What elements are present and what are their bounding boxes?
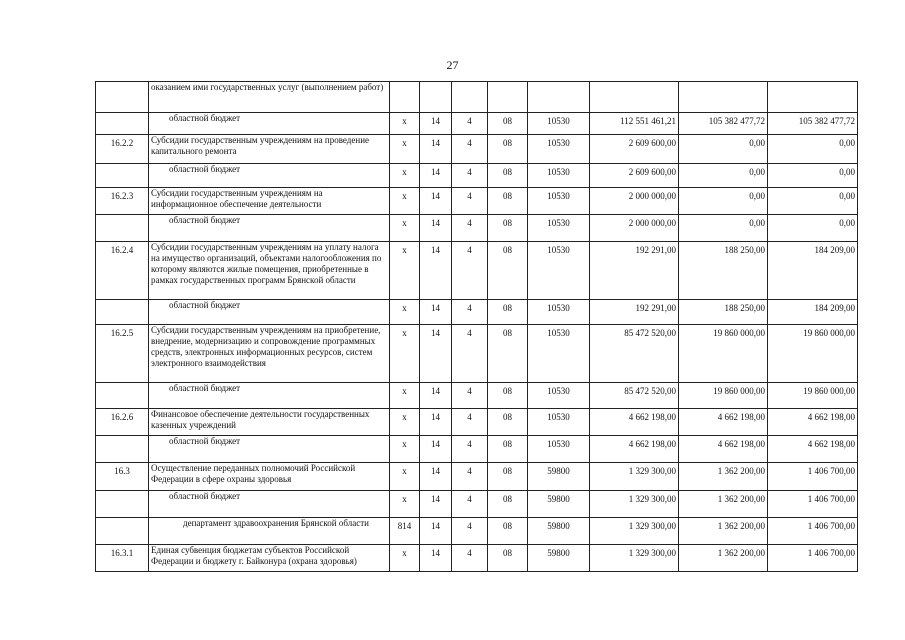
code-cell: 4 bbox=[452, 436, 488, 463]
amount-cell: 188 250,00 bbox=[679, 300, 768, 325]
code-cell bbox=[420, 82, 452, 113]
amount-cell: 2 609 600,00 bbox=[590, 164, 679, 188]
code-cell: х bbox=[390, 215, 420, 242]
code-cell: 14 bbox=[420, 409, 452, 436]
row-number bbox=[96, 113, 149, 135]
code-cell: 4 bbox=[452, 300, 488, 325]
amount-cell: 1 406 700,00 bbox=[768, 491, 858, 518]
code-cell: 08 bbox=[488, 518, 528, 545]
row-number: 16.2.5 bbox=[96, 325, 149, 383]
code-cell: х bbox=[390, 188, 420, 215]
amount-cell: 192 291,00 bbox=[590, 242, 679, 300]
code-cell: 59800 bbox=[528, 491, 590, 518]
code-cell: 4 bbox=[452, 164, 488, 188]
code-cell bbox=[528, 82, 590, 113]
amount-cell: 0,00 bbox=[679, 215, 768, 242]
table-row bbox=[96, 409, 858, 436]
code-cell: 4 bbox=[452, 135, 488, 164]
code-cell: 4 bbox=[452, 409, 488, 436]
amount-cell: 0,00 bbox=[768, 135, 858, 164]
code-cell: 4 bbox=[452, 188, 488, 215]
row-name: областной бюджет bbox=[149, 491, 390, 518]
code-cell: 4 bbox=[452, 463, 488, 491]
row-number: 16.2.3 bbox=[96, 188, 149, 215]
row-number: 16.2.4 bbox=[96, 242, 149, 300]
code-cell: 14 bbox=[420, 383, 452, 409]
row-name: оказанием ими государственных услуг (выполнением работ) bbox=[149, 82, 390, 113]
code-cell: 08 bbox=[488, 300, 528, 325]
code-cell: 14 bbox=[420, 436, 452, 463]
code-cell: 08 bbox=[488, 164, 528, 188]
code-cell: 10530 bbox=[528, 135, 590, 164]
code-cell: 10530 bbox=[528, 242, 590, 300]
amount-cell: 1 329 300,00 bbox=[590, 491, 679, 518]
code-cell: 14 bbox=[420, 242, 452, 300]
row-number bbox=[96, 436, 149, 463]
code-cell bbox=[452, 82, 488, 113]
code-cell: 14 bbox=[420, 188, 452, 215]
amount-cell: 0,00 bbox=[679, 164, 768, 188]
code-cell: 08 bbox=[488, 215, 528, 242]
code-cell: 08 bbox=[488, 436, 528, 463]
table-row bbox=[96, 135, 858, 164]
code-cell: 59800 bbox=[528, 545, 590, 572]
amount-cell: 85 472 520,00 bbox=[590, 383, 679, 409]
code-cell: 59800 bbox=[528, 463, 590, 491]
code-cell: х bbox=[390, 463, 420, 491]
amount-cell: 0,00 bbox=[768, 215, 858, 242]
row-number: 16.3 bbox=[96, 463, 149, 491]
amount-cell: 105 382 477,72 bbox=[768, 113, 858, 135]
code-cell: 08 bbox=[488, 325, 528, 383]
amount-cell: 0,00 bbox=[679, 135, 768, 164]
row-name: Финансовое обеспечение деятельности государственных казенных учреждений bbox=[149, 409, 390, 436]
row-name: Субсидии государственным учреждениям на проведение капитального ремонта bbox=[149, 135, 390, 164]
table-row bbox=[96, 518, 858, 545]
code-cell: 10530 bbox=[528, 215, 590, 242]
amount-cell: 4 662 198,00 bbox=[590, 436, 679, 463]
amount-cell: 19 860 000,00 bbox=[679, 383, 768, 409]
code-cell: х bbox=[390, 242, 420, 300]
amount-cell: 0,00 bbox=[768, 188, 858, 215]
row-name: Субсидии государственным учреждениям на уплату налога на имущество организаций, объектами налогообложения по которому являются жилые помещения, приобретенные в рамках государственных программ Брянской области bbox=[149, 242, 390, 300]
amount-cell: 0,00 bbox=[768, 164, 858, 188]
amount-cell: 1 362 200,00 bbox=[679, 545, 768, 572]
code-cell: х bbox=[390, 545, 420, 572]
row-name: областной бюджет bbox=[149, 436, 390, 463]
table-row bbox=[96, 383, 858, 409]
amount-cell: 19 860 000,00 bbox=[768, 325, 858, 383]
page-number: 27 bbox=[446, 58, 459, 72]
code-cell: 10530 bbox=[528, 325, 590, 383]
table-row bbox=[96, 300, 858, 325]
code-cell: 14 bbox=[420, 215, 452, 242]
row-number: 16.3.1 bbox=[96, 545, 149, 572]
code-cell: 08 bbox=[488, 409, 528, 436]
amount-cell: 112 551 461,21 bbox=[590, 113, 679, 135]
amount-cell: 188 250,00 bbox=[679, 242, 768, 300]
row-number bbox=[96, 383, 149, 409]
row-name: Субсидии государственным учреждениям на приобретение, внедрение, модернизацию и сопровождение программных средств, электронных информационных ресурсов, систем электронного взаимодействия bbox=[149, 325, 390, 383]
row-number bbox=[96, 491, 149, 518]
table-row bbox=[96, 436, 858, 463]
code-cell: х bbox=[390, 383, 420, 409]
code-cell: 14 bbox=[420, 463, 452, 491]
amount-cell: 19 860 000,00 bbox=[679, 325, 768, 383]
amount-cell: 19 860 000,00 bbox=[768, 383, 858, 409]
amount-cell: 1 362 200,00 bbox=[679, 463, 768, 491]
code-cell: 08 bbox=[488, 545, 528, 572]
table-row bbox=[96, 113, 858, 135]
amount-cell: 4 662 198,00 bbox=[768, 409, 858, 436]
amount-cell bbox=[768, 82, 858, 113]
table-row bbox=[96, 491, 858, 518]
amount-cell bbox=[679, 82, 768, 113]
code-cell: 10530 bbox=[528, 300, 590, 325]
amount-cell: 184 209,00 bbox=[768, 300, 858, 325]
code-cell: 08 bbox=[488, 113, 528, 135]
row-number bbox=[96, 518, 149, 545]
row-number bbox=[96, 300, 149, 325]
amount-cell: 4 662 198,00 bbox=[590, 409, 679, 436]
row-name: областной бюджет bbox=[149, 113, 390, 135]
amount-cell: 184 209,00 bbox=[768, 242, 858, 300]
code-cell: 08 bbox=[488, 463, 528, 491]
table-row bbox=[96, 242, 858, 300]
code-cell: 4 bbox=[452, 113, 488, 135]
table-row bbox=[96, 82, 858, 113]
code-cell: 59800 bbox=[528, 518, 590, 545]
row-name: Единая субвенция бюджетам субъектов Российской Федерации и бюджету г. Байконура (охрана здоровья) bbox=[149, 545, 390, 572]
amount-cell: 1 362 200,00 bbox=[679, 491, 768, 518]
code-cell: 14 bbox=[420, 491, 452, 518]
amount-cell: 2 000 000,00 bbox=[590, 215, 679, 242]
row-number bbox=[96, 82, 149, 113]
amount-cell: 1 362 200,00 bbox=[679, 518, 768, 545]
amount-cell: 1 329 300,00 bbox=[590, 463, 679, 491]
code-cell: х bbox=[390, 113, 420, 135]
amount-cell: 1 329 300,00 bbox=[590, 518, 679, 545]
row-number: 16.2.6 bbox=[96, 409, 149, 436]
code-cell: 14 bbox=[420, 545, 452, 572]
code-cell: 4 bbox=[452, 545, 488, 572]
amount-cell: 1 406 700,00 bbox=[768, 463, 858, 491]
code-cell: 08 bbox=[488, 135, 528, 164]
code-cell: 10530 bbox=[528, 409, 590, 436]
row-number: 16.2.2 bbox=[96, 135, 149, 164]
table-row bbox=[96, 545, 858, 572]
row-number bbox=[96, 215, 149, 242]
code-cell: 14 bbox=[420, 325, 452, 383]
amount-cell: 1 329 300,00 bbox=[590, 545, 679, 572]
code-cell: 14 bbox=[420, 164, 452, 188]
code-cell: 4 bbox=[452, 383, 488, 409]
code-cell: х bbox=[390, 436, 420, 463]
amount-cell: 0,00 bbox=[679, 188, 768, 215]
amount-cell: 4 662 198,00 bbox=[768, 436, 858, 463]
amount-cell: 2 609 600,00 bbox=[590, 135, 679, 164]
table-row bbox=[96, 325, 858, 383]
row-name: областной бюджет bbox=[149, 215, 390, 242]
code-cell: 08 bbox=[488, 242, 528, 300]
row-name: департамент здравоохранения Брянской области bbox=[149, 518, 390, 545]
row-number bbox=[96, 164, 149, 188]
code-cell: х bbox=[390, 164, 420, 188]
code-cell: 814 bbox=[390, 518, 420, 545]
row-name: Осуществление переданных полномочий Российской Федерации в сфере охраны здоровья bbox=[149, 463, 390, 491]
amount-cell: 192 291,00 bbox=[590, 300, 679, 325]
code-cell: х bbox=[390, 300, 420, 325]
amount-cell: 85 472 520,00 bbox=[590, 325, 679, 383]
amount-cell: 2 000 000,00 bbox=[590, 188, 679, 215]
code-cell: 14 bbox=[420, 113, 452, 135]
code-cell: 10530 bbox=[528, 436, 590, 463]
amount-cell: 1 406 700,00 bbox=[768, 518, 858, 545]
amount-cell bbox=[590, 82, 679, 113]
code-cell: х bbox=[390, 491, 420, 518]
amount-cell: 1 406 700,00 bbox=[768, 545, 858, 572]
code-cell: х bbox=[390, 135, 420, 164]
code-cell: 4 bbox=[452, 491, 488, 518]
code-cell: 08 bbox=[488, 491, 528, 518]
table-row bbox=[96, 164, 858, 188]
amount-cell: 105 382 477,72 bbox=[679, 113, 768, 135]
code-cell: 10530 bbox=[528, 113, 590, 135]
table-row bbox=[96, 215, 858, 242]
code-cell: 4 bbox=[452, 518, 488, 545]
amount-cell: 4 662 198,00 bbox=[679, 409, 768, 436]
code-cell: 08 bbox=[488, 188, 528, 215]
table-row bbox=[96, 463, 858, 491]
code-cell: 4 bbox=[452, 325, 488, 383]
code-cell: 14 bbox=[420, 135, 452, 164]
amount-cell: 4 662 198,00 bbox=[679, 436, 768, 463]
table-row bbox=[96, 188, 858, 215]
code-cell: х bbox=[390, 409, 420, 436]
code-cell: 14 bbox=[420, 518, 452, 545]
code-cell: х bbox=[390, 325, 420, 383]
row-name: областной бюджет bbox=[149, 164, 390, 188]
budget-table bbox=[95, 81, 858, 572]
code-cell: 4 bbox=[452, 215, 488, 242]
code-cell: 4 bbox=[452, 242, 488, 300]
code-cell: 10530 bbox=[528, 164, 590, 188]
code-cell: 14 bbox=[420, 300, 452, 325]
row-name: Субсидии государственным учреждениям на информационное обеспечение деятельности bbox=[149, 188, 390, 215]
code-cell bbox=[488, 82, 528, 113]
code-cell: 10530 bbox=[528, 188, 590, 215]
code-cell bbox=[390, 82, 420, 113]
code-cell: 10530 bbox=[528, 383, 590, 409]
row-name: областной бюджет bbox=[149, 383, 390, 409]
code-cell: 08 bbox=[488, 383, 528, 409]
row-name: областной бюджет bbox=[149, 300, 390, 325]
